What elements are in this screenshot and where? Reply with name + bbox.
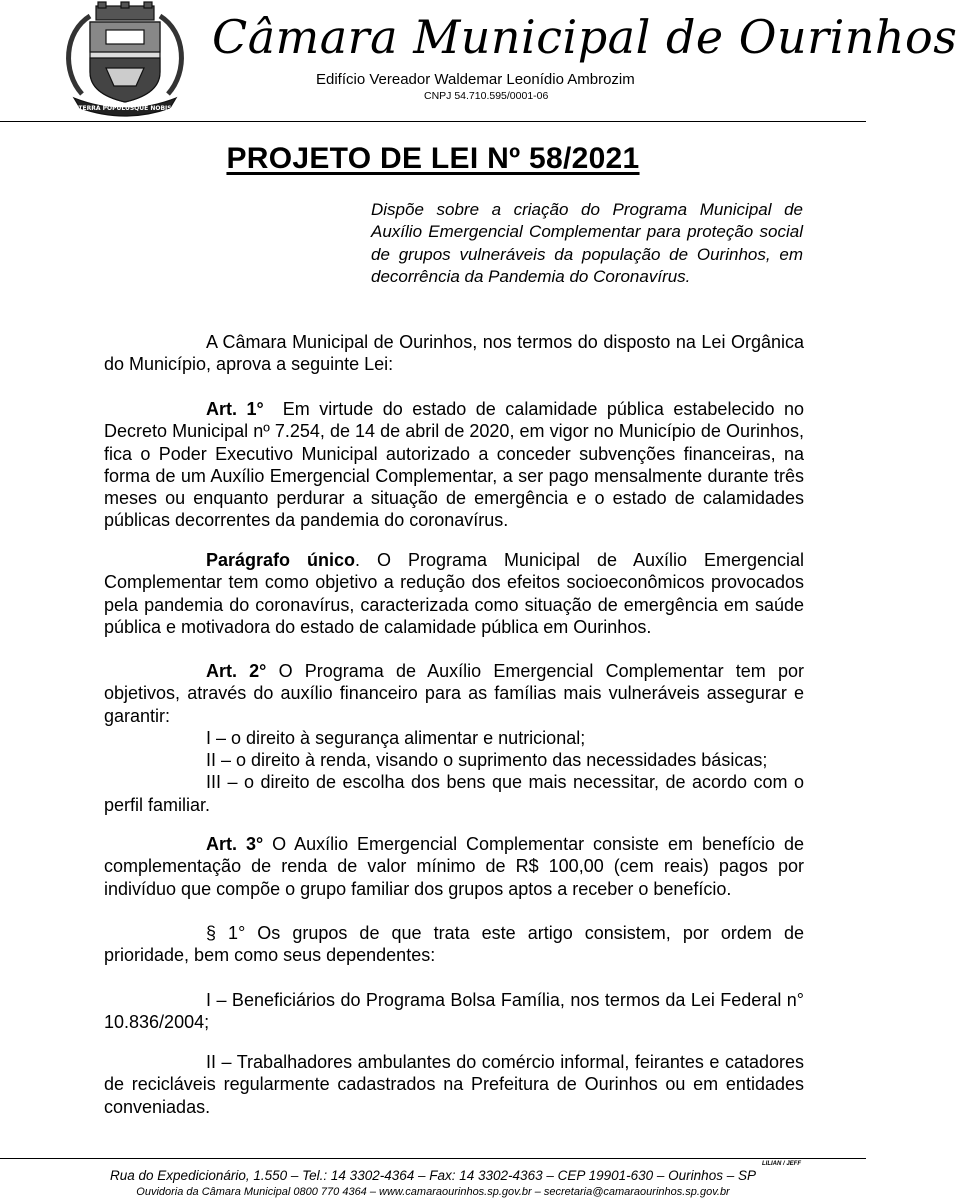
svg-text:TERRA POPULUSQUE NOBIS: TERRA POPULUSQUE NOBIS <box>78 105 172 112</box>
article-2-label: Art. 2° <box>206 661 267 681</box>
article-1-paragraph <box>104 398 804 532</box>
letterhead <box>0 0 957 122</box>
article-2-item: III – o direito de escolha dos bens que mais necessitar, de acordo com o perfil familiar. <box>104 772 804 815</box>
paragrafo-unico-text: . O Programa Municipal de Auxílio Emergencial Complementar tem como objetivo a redução dos efeitos socioeconômicos provocados pela pandemia do coronavírus, caracterizada como situação de emergência em saúde pública e motivadora do estado de calamidade pública em Ourinhos. <box>104 550 804 637</box>
article-1 <box>104 398 804 532</box>
article-1-text: Em virtude do estado de calamidade pública estabelecido no Decreto Municipal nº 7.254, de 14 de abril de 2020, em vigor no Município de Ourinhos, fica o Poder Executivo Municipal autorizado a conceder subvenções financeiras, na forma de um Auxílio Emergencial Complementar, a ser pago mensalmente durante três meses ou enquanto perdurar a situação de emergência e o estado de calamidades públicas decorrentes da pandemia do coronavírus. <box>104 399 804 531</box>
building-name: Edifício Vereador Waldemar Leonídio Ambrozim <box>316 71 635 88</box>
article-3-paragraph <box>104 833 804 900</box>
institution-name: Câmara Municipal de Ourinhos <box>212 10 957 64</box>
inciso-1 <box>104 989 804 1034</box>
paragraph-1-text: § 1° Os grupos de que trata este artigo consistem, por ordem de prioridade, bem como seus dependentes: <box>104 923 804 966</box>
article-2-text: O Programa de Auxílio Emergencial Complementar tem por objetivos, através do auxílio financeiro para as famílias mais vulneráveis assegurar e garantir: <box>104 661 804 726</box>
footer-contact: Ouvidoria da Câmara Municipal 0800 770 4364 – www.camaraourinhos.sp.gov.br – secretaria@camaraourinhos.sp.gov.br <box>136 1186 730 1198</box>
footer-address: Rua do Expedicionário, 1.550 – Tel.: 14 3302-4364 – Fax: 14 3302-4363 – CEP 19901-630 – Ourinhos – SP <box>110 1168 756 1183</box>
page-title <box>0 142 866 176</box>
inciso-2-text: II – Trabalhadores ambulantes do comércio informal, feirantes e catadores de recicláveis regularmente cadastrados na Prefeitura de Ourinhos ou em entidades conveniadas. <box>104 1052 804 1117</box>
typist-initials: LILIAN / JEFF <box>762 1161 801 1167</box>
inciso-2 <box>104 1051 804 1118</box>
paragrafo-unico-paragraph <box>104 549 804 638</box>
inciso-1-text: I – Beneficiários do Programa Bolsa Família, nos termos da Lei Federal n° 10.836/2004; <box>104 990 804 1033</box>
article-2-paragraph <box>104 660 804 727</box>
article-2-item: I – o direito à segurança alimentar e nutricional; <box>206 727 586 748</box>
article-3-text: O Auxílio Emergencial Complementar consiste em benefício de complementação de renda de valor mínimo de R$ 100,00 (cem reais) pagos por indivíduo que compõe o grupo familiar dos grupos aptos a receber o benefício. <box>104 834 804 899</box>
paragrafo-unico-label: Parágrafo único <box>206 550 355 570</box>
paragraph-1 <box>104 922 804 967</box>
preamble-block <box>104 331 804 376</box>
article-1-label: Art. 1° <box>206 399 264 419</box>
municipal-crest-icon <box>60 2 190 114</box>
preamble: A Câmara Municipal de Ourinhos, nos termos do disposto na Lei Orgânica do Município, aprova a seguinte Lei: <box>104 332 804 375</box>
article-3 <box>104 833 804 900</box>
cnpj: CNPJ 54.710.595/0001-06 <box>424 90 549 102</box>
paragrafo-unico <box>104 549 804 638</box>
title-text: PROJETO DE LEI Nº 58/2021 <box>226 142 640 175</box>
article-2-item: II – o direito à renda, visando o suprimento das necessidades básicas; <box>206 750 768 771</box>
header-divider <box>0 121 866 122</box>
footer-divider <box>0 1158 866 1159</box>
ementa: Dispõe sobre a criação do Programa Municipal de Auxílio Emergencial Complementar para proteção social de grupos vulneráveis da população de Ourinhos, em decorrência da Pandemia do Coronavírus. <box>371 200 803 286</box>
article-3-label: Art. 3° <box>206 834 264 854</box>
article-2 <box>104 660 804 816</box>
